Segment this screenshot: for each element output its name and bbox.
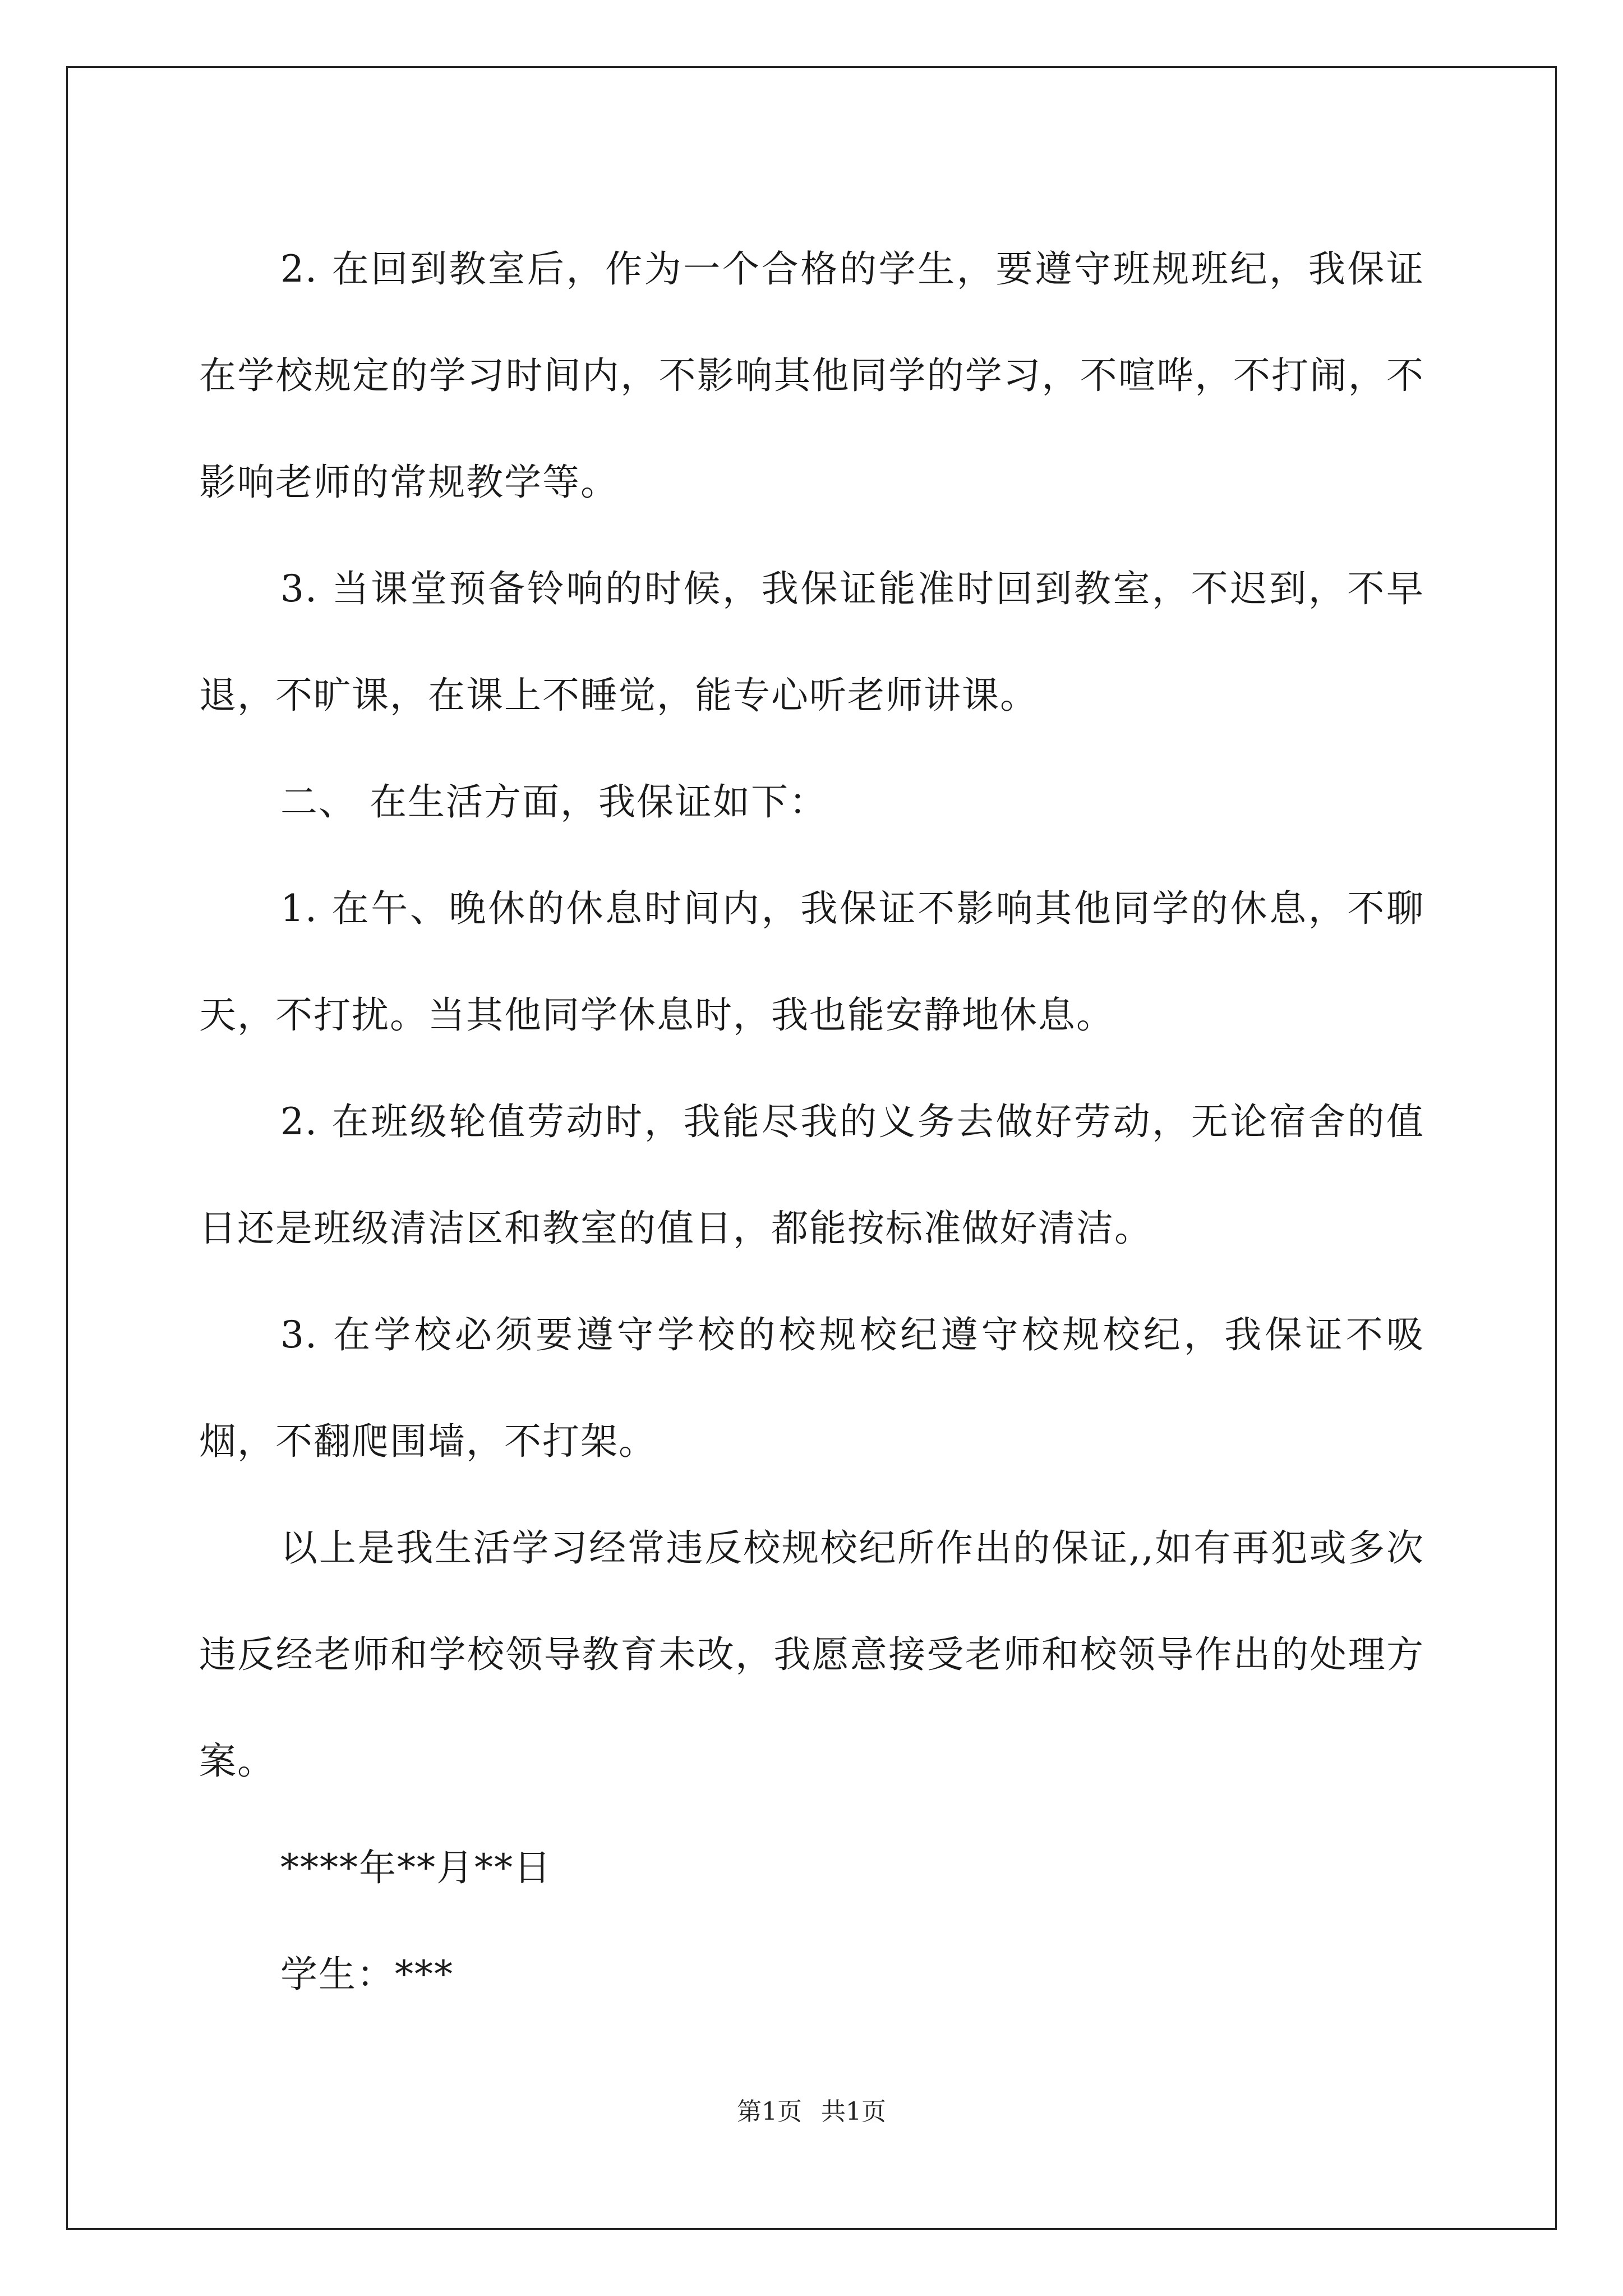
paragraph-study-rule-3: 3. 当课堂预备铃响的时候，我保证能准时回到教室，不迟到，不早退，不旷课，在课上不睡觉，能专心听老师讲课。 [199,567,1424,717]
section-heading-life: 二、 在生活方面，我保证如下： [280,780,827,823]
document-body [199,216,1424,2028]
page-total: 共1页 [821,2097,886,2126]
signature-line: 学生：*** [280,1953,454,1996]
page-footer [0,2095,1623,2129]
paragraph-life-rule-3: 3. 在学校必须要遵守学校的校规校纪遵守校规校纪，我保证不吸烟，不翻爬围墙，不打架。 [199,1313,1424,1463]
date-line: ****年**月**日 [280,1846,552,1889]
paragraph-conclusion: 以上是我生活学习经常违反校规校纪所作出的保证,,如有再犯或多次违反经老师和学校领导教育未改，我愿意接受老师和校领导作出的处理方案。 [199,1526,1424,1783]
paragraph-life-rule-1: 1. 在午、晚休的休息时间内，我保证不影响其他同学的休息，不聊天，不打扰。当其他同学休息时，我也能安静地休息。 [199,887,1424,1037]
paragraph-study-rule-2: 2. 在回到教室后，作为一个合格的学生，要遵守班规班纪，我保证在学校规定的学习时间内，不影响其他同学的学习，不喧哗，不打闹，不影响老师的常规教学等。 [199,247,1424,504]
paragraph-life-rule-2: 2. 在班级轮值劳动时，我能尽我的义务去做好劳动，无论宿舍的值日还是班级清洁区和教室的值日，都能按标准做好清洁。 [199,1100,1424,1250]
page-number: 第1页 [737,2097,802,2126]
